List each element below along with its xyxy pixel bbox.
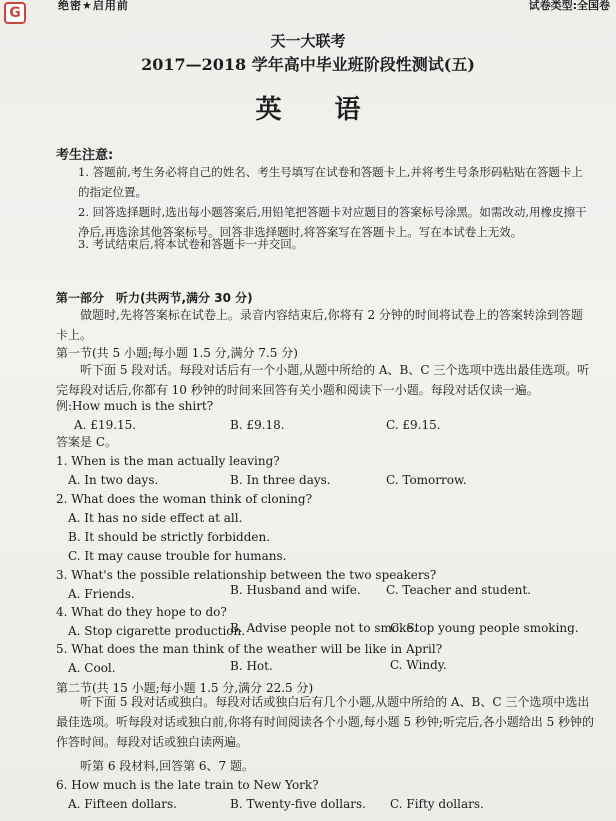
part1-title: 听力(共两节,满分 30 分) xyxy=(116,291,253,305)
section1-heading: 第一节(共 5 小题;每小题 1.5 分,满分 7.5 分) xyxy=(56,346,298,360)
question-text: 6. How much is the late train to New York? xyxy=(56,778,319,792)
paper-type-label: 试卷类型:全国卷 xyxy=(528,0,610,12)
question-option: A. Friends. xyxy=(68,587,135,601)
section2-heading: 第二节(共 15 小题;每小题 1.5 分,满分 22.5 分) xyxy=(56,681,314,695)
notice-title: 考生注意: xyxy=(56,148,114,163)
question-option: B. Advise people not to smoke. xyxy=(230,621,418,635)
question-option: B. Husband and wife. xyxy=(230,583,361,597)
section1-intro: 听下面 5 段对话。每段对话后有一个小题,从题中所给的 A、B、C 三个选项中选出最佳选项。听完每段对话后,你都有 10 秒钟的时间来回答有关小题和阅读下一小题。每段对话仅读一遍。 xyxy=(56,363,590,397)
question-option: B. It should be strictly forbidden. xyxy=(68,530,271,544)
question-text: 4. What do they hope to do? xyxy=(56,605,227,619)
material-note: 听第 6 段材料,回答第 6、7 题。 xyxy=(80,759,254,773)
question-text: 2. What does the woman think of cloning? xyxy=(56,492,313,506)
part1-label: 第一部分 xyxy=(56,291,105,305)
question-option: C. Fifty dollars. xyxy=(390,797,484,811)
question-option: C. It may cause trouble for humans. xyxy=(68,549,287,563)
question-text: 5. What does the man think of the weather will be like in April? xyxy=(56,642,443,656)
question-option: A. Cool. xyxy=(68,661,116,675)
question-text: 1. When is the man actually leaving? xyxy=(56,454,280,468)
question-option: A. It has no side effect at all. xyxy=(68,511,243,525)
example-option: B. £9.18. xyxy=(230,418,285,432)
confidential-label: 绝密★启用前 xyxy=(58,0,129,12)
exam-title: 2017—2018 学年高中毕业班阶段性测试(五) xyxy=(141,55,475,74)
question-option: A. In two days. xyxy=(68,473,159,487)
notice-item: 1. 答题前,考生务必将自己的姓名、考生号填写在试卷和答题卡上,并将考生号条形码粘贴在答题卡上的指定位置。 xyxy=(78,165,583,199)
question-option: C. Teacher and student. xyxy=(386,583,532,597)
example-option: A. £19.15. xyxy=(74,418,137,432)
example-answer: 答案是 C。 xyxy=(56,435,117,449)
question-option: C. Windy. xyxy=(390,658,447,672)
notice-item: 3. 考试结束后,将本试卷和答题卡一并交回。 xyxy=(78,237,304,251)
example-question: 例:How much is the shirt? xyxy=(56,399,214,413)
question-option: C. Tomorrow. xyxy=(386,473,467,487)
question-option: B. In three days. xyxy=(230,473,331,487)
example-option: C. £9.15. xyxy=(386,418,441,432)
notice-item: 2. 回答选择题时,选出每小题答案后,用铅笔把答题卡对应题目的答案标号涂黑。如需改动,用橡皮擦干净后,再选涂其他答案标号。回答非选择题时,将答案写在答题卡上。写在本试卷上无效。 xyxy=(78,205,587,239)
question-option: B. Hot. xyxy=(230,659,273,673)
section2-intro: 听下面 5 段对话或独白。每段对话或独白后有几个小题,从题中所给的 A、B、C 三个选项中选出最佳选项。听每段对话或独白前,你将有时间阅读各个小题,每小题 5 秒钟;听完后,各小题给出 5 秒钟的作答时间。每段对话或独白读两遍。 xyxy=(56,695,595,749)
question-text: 3. What's the possible relationship between the two speakers? xyxy=(56,568,437,582)
part1-intro: 做题时,先将答案标在试卷上。录音内容结束后,你将有 2 分钟的时间将试卷上的答案转涂到答题卡上。 xyxy=(56,308,583,342)
question-option: A. Stop cigarette production. xyxy=(68,624,246,638)
app-logo-icon[interactable]: G xyxy=(4,2,26,24)
exam-organization: 天一大联考 xyxy=(270,32,346,50)
subject-title: 英 语 xyxy=(255,95,383,125)
question-option: B. Twenty-five dollars. xyxy=(230,797,366,811)
question-option: A. Fifteen dollars. xyxy=(68,797,177,811)
question-option: C. Stop young people smoking. xyxy=(390,621,579,635)
